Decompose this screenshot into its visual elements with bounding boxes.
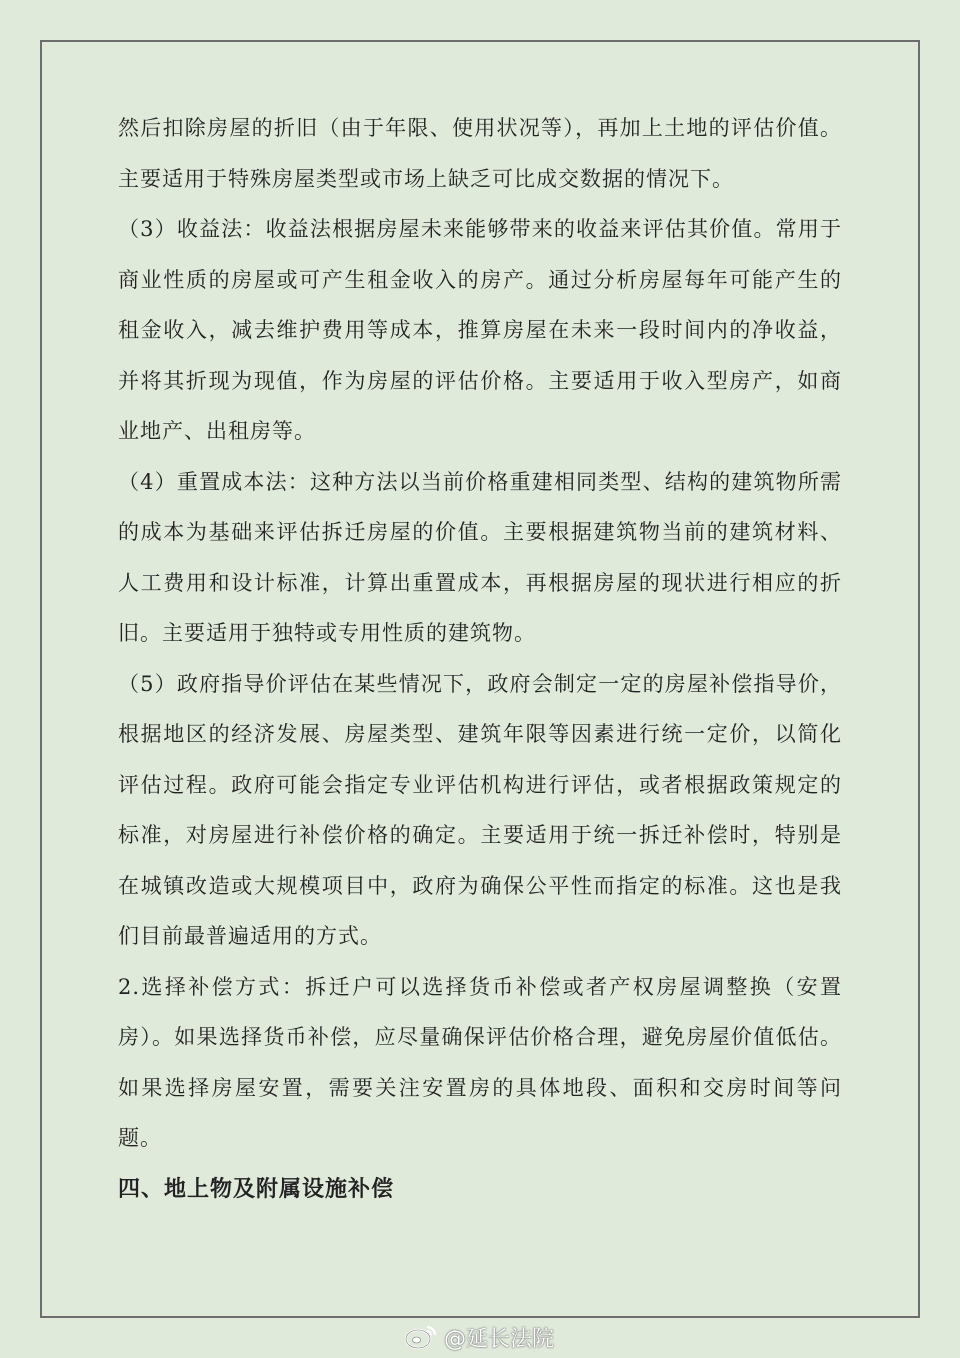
weibo-watermark xyxy=(404,1318,554,1356)
paragraph-compensation-method: 2.选择补偿方式：拆迁户可以选择货币补偿或者产权房屋调整换（安置房）。如果选择货币补偿，应尽量确保评估价格合理，避免房屋价值低估。如果选择房屋安置，需要关注安置房的具体地段、面积和交房时间等问题。 xyxy=(118,974,842,1150)
paragraph-income-method: （3）收益法：收益法根据房屋未来能够带来的收益来评估其价值。常用于商业性质的房屋或可产生租金收入的房产。通过分析房屋每年可能产生的租金收入，减去维护费用等成本，推算房屋在未来一段时间内的净收益，并将其折现为现值，作为房屋的评估价格。主要适用于收入型房产，如商业地产、出租房等。 xyxy=(118,217,842,443)
paragraph-depreciation-cost: 然后扣除房屋的折旧（由于年限、使用状况等），再加上土地的评估价值。主要适用于特殊房屋类型或市场上缺乏可比成交数据的情况下。 xyxy=(118,116,842,191)
weibo-icon xyxy=(404,1324,438,1350)
watermark-text: @延长法院 xyxy=(444,1326,555,1352)
section-heading: 四、地上物及附属设施补偿 xyxy=(118,1175,395,1202)
document-body xyxy=(118,103,842,1214)
paragraph-government-price: （5）政府指导价评估在某些情况下，政府会制定一定的房屋补偿指导价，根据地区的经济发展、房屋类型、建筑年限等因素进行统一定价，以简化评估过程。政府可能会指定专业评估机构进行评估，或者根据政策规定的标准，对房屋进行补偿价格的确定。主要适用于统一拆迁补偿时，特别是在城镇改造或大规模项目中，政府为确保公平性而指定的标准。这也是我们目前最普遍适用的方式。 xyxy=(118,671,842,948)
paragraph-replacement-cost: （4）重置成本法：这种方法以当前价格重建相同类型、结构的建筑物所需的成本为基础来评估拆迁房屋的价值。主要根据建筑物当前的建筑材料、人工费用和设计标准，计算出重置成本，再根据房屋的现状进行相应的折旧。主要适用于独特或专用性质的建筑物。 xyxy=(118,469,842,645)
